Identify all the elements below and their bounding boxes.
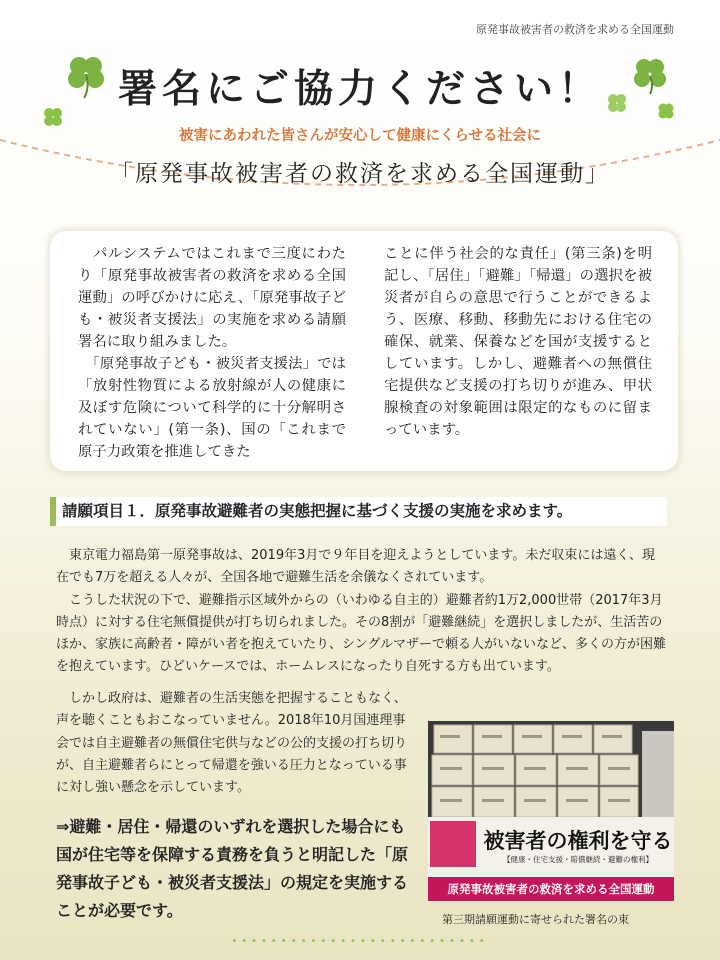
page-subtitle: 被害にあわれた皆さんが安心して健康にくらせる社会に bbox=[178, 128, 542, 144]
intro-right-column bbox=[384, 243, 652, 441]
petition-body bbox=[56, 545, 668, 679]
photo-caption: 第三期請願運動に寄せられた署名の束 bbox=[442, 913, 629, 926]
page-title: 署名にご協力ください！ bbox=[117, 67, 602, 112]
intro-left-text: パルシステムではこれまで三度にわたり「原発事故被害者の救済を求める全国運動」の呼びかけに応え、「原発事故子ども・被災者支援法」の実施を求める請願署名に取り組みました。 「原発事故子ども・被災者支援法」では「放射性物質による放射線が人の健康に及ぼす危険について科学的に十分解明されていない」(第一条)、国の「これまで原子力政策を推進してきた bbox=[78, 246, 346, 460]
intro-right-text: ことに伴う社会的な責任」(第三条)を明記し、「居住」「避難」「帰還」の選択を被災者が自らの意思で行うことができるよう、医療、移動、移動先における住宅の確保、就業、保養などを国が支援するとしています。しかし、避難者への無償住宅提供など支援の打ち切りが進み、甲状腺検査の対象範囲は限定的なものに留まっています。 bbox=[384, 246, 652, 438]
campaign-title: 「原発事故被害者の救済を求める全国運動」 bbox=[110, 161, 610, 187]
intro-box bbox=[50, 231, 678, 471]
intro-left-column bbox=[78, 243, 346, 463]
banner-main-text: 被害者の権利を守る bbox=[483, 829, 673, 853]
signature-boxes-photo bbox=[428, 721, 674, 901]
dotted-divider: •••••••••••••••••••••••••• bbox=[231, 936, 489, 947]
organization-header: 原発事故被害者の救済を求める全国運動 bbox=[476, 23, 674, 36]
petition-heading: 請願項目１．原発事故避難者の実態把握に基づく支援の実施を求めます。 bbox=[50, 497, 667, 526]
petition-paragraph-3: しかし政府は、避難者の生活実態を把握することもなく、声を聴くこともおこなっていません。2018年10月国連理事会では自主避難者の無償住宅供与などの公的支援の打ち切りが、自主避難者らにとって帰還を強いる圧力となっている事に対し強い懸念を示しています。 bbox=[56, 691, 408, 796]
banner-bottom-text: 原発事故被害者の救済を求める全国運動 bbox=[447, 882, 655, 896]
petition-paragraph-2: こうした状況の下で、避難指示区域外からの（いわゆる自主的）避難者約1万2,000世帯（2017年3月時点）に対する住宅無償提供が打ち切られました。その8割が「避難継続」を選択しましたが、生活苦のほか、家族に高齢者・障がい者を抱えていたり、シングルマザーで頼る人がいないなど、多くの方が困難を抱えています。ひどいケースでは、ホームレスになったり自死する方も出ています。 bbox=[56, 592, 667, 675]
petition-paragraph-1: 東京電力福島第一原発事故は、2019年3月で９年目を迎えようとしています。未だ収束には遠く、現在でも7万を超える人々が、全国各地で避難生活を余儀なくされています。 bbox=[56, 548, 656, 586]
petition-conclusion: ⇒避難・居住・帰還のいずれを選択した場合にも国が住宅等を保障する責務を負うと明記した「原発事故子ども・被災者支援法」の規定を実施することが必要です。 bbox=[56, 817, 409, 920]
banner-sub-text: 【健康・住宅支援・賠償継続・避難の権利】 bbox=[503, 855, 653, 864]
